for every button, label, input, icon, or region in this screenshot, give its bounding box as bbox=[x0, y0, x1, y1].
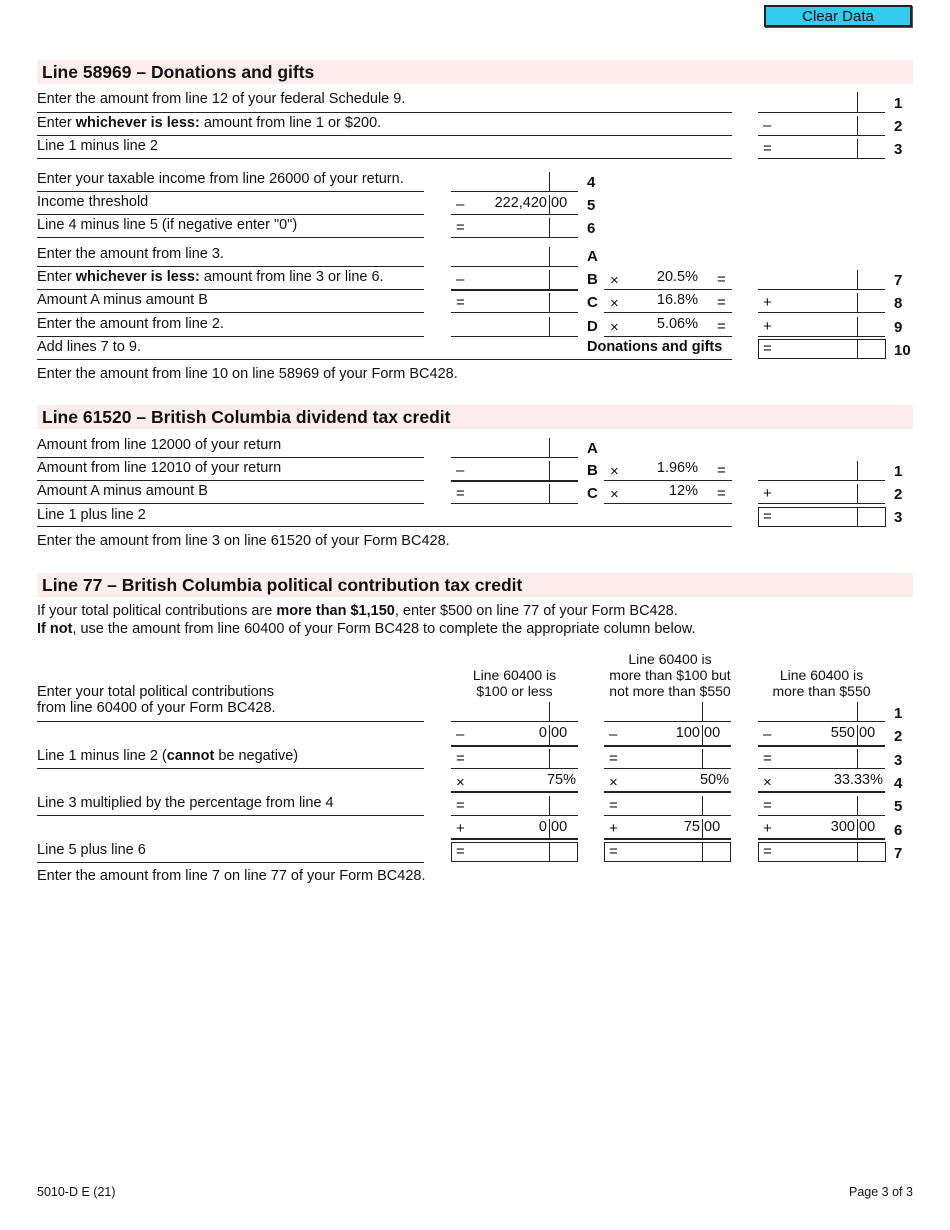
section-header-donations bbox=[37, 60, 913, 84]
page-number: Page 3 of 3 bbox=[849, 1185, 913, 1199]
col-1-line-5-field[interactable] bbox=[451, 815, 578, 816]
div-line-1-field[interactable] bbox=[758, 480, 885, 481]
line-d-field[interactable] bbox=[451, 336, 578, 337]
col-3-header: Line 60400 is more than $550 bbox=[772, 667, 871, 699]
rate-d: 5.06% bbox=[656, 316, 698, 332]
line-5-label: Income threshold bbox=[37, 194, 149, 210]
line-1-label: Enter the amount from line 12 of your federal Schedule 9. bbox=[37, 91, 406, 107]
intro-line-1: If your total political contributions are more than $1,150, enter $500 on line 77 of your Form BC428. bbox=[37, 603, 678, 619]
line-a-label: Enter the amount from line 3. bbox=[37, 246, 224, 262]
line-d-label: Enter the amount from line 2. bbox=[37, 316, 224, 332]
col-1-header: Line 60400 is $100 or less bbox=[472, 667, 557, 699]
div-line-b-field[interactable] bbox=[451, 480, 578, 482]
col-1-line-1-field[interactable] bbox=[451, 721, 578, 722]
line-6-label: Line 4 minus line 5 (if negative enter "0") bbox=[37, 217, 298, 233]
col-2-line-1-field[interactable] bbox=[604, 721, 731, 722]
line-7-field[interactable] bbox=[758, 289, 885, 290]
line-a-field[interactable] bbox=[451, 266, 578, 267]
line-c-label: Amount A minus amount B bbox=[37, 292, 208, 308]
section-title: Line 61520 – British Columbia dividend tax credit bbox=[42, 407, 451, 427]
col-3-line-1-field[interactable] bbox=[758, 721, 885, 722]
rate-c: 16.8% bbox=[656, 292, 698, 308]
line-1-field[interactable] bbox=[758, 112, 885, 113]
div-line-a-label: Amount from line 12000 of your return bbox=[37, 437, 282, 453]
section-1-note: Enter the amount from line 10 on line 58969 of your Form BC428. bbox=[37, 366, 458, 382]
col-3-line-3-field[interactable] bbox=[758, 768, 885, 769]
line-2-label: Enter whichever is less: amount from line 1 or $200. bbox=[37, 115, 382, 131]
div-line-3-field[interactable] bbox=[758, 507, 886, 527]
line-10-field[interactable] bbox=[758, 339, 886, 359]
col-3-line-7-field[interactable] bbox=[758, 842, 886, 862]
threshold-cents: 00 bbox=[551, 195, 568, 211]
div-rate-c: 12% bbox=[668, 483, 698, 499]
pol-line-1-label-a: Enter your total political contributions bbox=[37, 684, 274, 700]
pol-line-3-label: Line 1 minus line 2 (cannot be negative) bbox=[37, 748, 299, 764]
clear-data-button[interactable]: Clear Data bbox=[764, 5, 912, 27]
div-line-a-field[interactable] bbox=[451, 457, 578, 458]
col-3-line-5-field[interactable] bbox=[758, 815, 885, 816]
line-4-label: Enter your taxable income from line 26000 of your return. bbox=[37, 171, 404, 187]
col-1-line-3-field[interactable] bbox=[451, 768, 578, 769]
form-id: 5010-D E (21) bbox=[37, 1185, 116, 1199]
section-header-political bbox=[37, 573, 913, 597]
line-b-label: Enter whichever is less: amount from line 3 or line 6. bbox=[37, 269, 384, 285]
section-title: Line 77 – British Columbia political contribution tax credit bbox=[42, 575, 523, 595]
line-8-field[interactable] bbox=[758, 312, 885, 313]
line-4-field[interactable] bbox=[451, 191, 578, 192]
line-c-field[interactable] bbox=[451, 312, 578, 313]
col-2-rate: 50% bbox=[699, 772, 729, 788]
line-10-label: Add lines 7 to 9. bbox=[37, 339, 141, 355]
line-6-field[interactable] bbox=[451, 237, 578, 238]
intro-line-2: If not, use the amount from line 60400 of your Form BC428 to complete the appropriate column below. bbox=[37, 621, 696, 637]
donations-total-label: Donations and gifts bbox=[587, 339, 723, 355]
line-2-field[interactable] bbox=[758, 135, 885, 136]
section-3-note: Enter the amount from line 7 on line 77 of your Form BC428. bbox=[37, 868, 426, 884]
div-rate-b: 1.96% bbox=[656, 460, 698, 476]
rate-b: 20.5% bbox=[656, 269, 698, 285]
col-1-line-7-field[interactable] bbox=[451, 842, 578, 862]
section-title: Line 58969 – Donations and gifts bbox=[42, 62, 315, 82]
col-3-rate: 33.33% bbox=[833, 772, 883, 788]
div-line-3-label: Line 1 plus line 2 bbox=[37, 507, 146, 523]
div-line-c-label: Amount A minus amount B bbox=[37, 483, 208, 499]
col-2-line-3-field[interactable] bbox=[604, 768, 731, 769]
div-line-2-field[interactable] bbox=[758, 503, 885, 504]
col-2-line-5-field[interactable] bbox=[604, 815, 731, 816]
line-b-field[interactable] bbox=[451, 289, 578, 291]
div-line-b-label: Amount from line 12010 of your return bbox=[37, 460, 282, 476]
pol-line-5-label: Line 3 multiplied by the percentage from line 4 bbox=[37, 795, 334, 811]
line-5-field bbox=[451, 214, 578, 215]
col-1-rate: 75% bbox=[546, 772, 576, 788]
line-3-label: Line 1 minus line 2 bbox=[37, 138, 158, 154]
pol-line-7-label: Line 5 plus line 6 bbox=[37, 842, 146, 858]
pol-line-1-label-b: from line 60400 of your Form BC428. bbox=[37, 700, 276, 716]
line-9-field[interactable] bbox=[758, 336, 885, 337]
section-header-dividend bbox=[37, 405, 913, 429]
col-2-header: Line 60400 is more than $100 but not more than $550 bbox=[609, 651, 731, 699]
section-2-note: Enter the amount from line 3 on line 61520 of your Form BC428. bbox=[37, 533, 450, 549]
col-2-line-7-field[interactable] bbox=[604, 842, 731, 862]
threshold-dollars: 222,420 bbox=[494, 195, 547, 211]
line-3-field[interactable] bbox=[758, 158, 885, 159]
div-line-c-field[interactable] bbox=[451, 503, 578, 504]
